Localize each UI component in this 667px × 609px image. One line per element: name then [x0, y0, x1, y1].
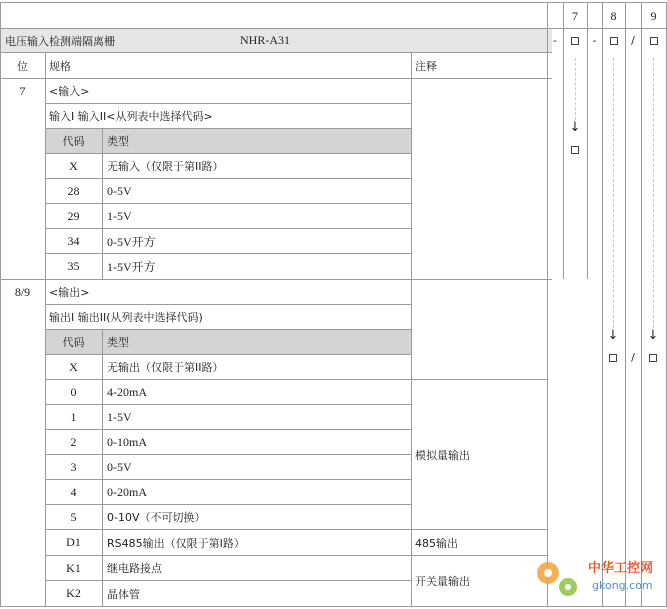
input-row-type: 1-5V	[107, 208, 132, 223]
input-row-type: 0-5V开方	[107, 234, 156, 249]
output-row-type: 4-20mA	[107, 384, 147, 399]
code-slot-dash-1: -	[553, 34, 557, 47]
code-slot-9-box-icon	[650, 37, 658, 45]
note-analog-output: 模拟量输出	[415, 448, 470, 462]
input-row-code: 29	[67, 208, 80, 223]
output-row-type: 0-20mA	[107, 484, 147, 499]
output-row-code: X	[69, 359, 78, 374]
pos9-select-box-icon	[645, 353, 661, 365]
pos8-select-box-icon	[605, 353, 621, 365]
watermark-logo	[528, 553, 664, 605]
code-slot-dash-2: -	[592, 34, 597, 47]
output-row-code: K1	[66, 560, 81, 575]
output-row-type: 晶体管	[107, 587, 140, 601]
output-row-code: D1	[66, 535, 81, 549]
output-type-header: 类型	[107, 336, 129, 349]
output-row-type: 继电路接点	[107, 562, 162, 575]
output-row-code: 0	[70, 384, 77, 399]
input-row-code: 34	[67, 233, 80, 248]
pos7-select-box-icon	[567, 145, 583, 157]
input-row-code: 28	[67, 183, 80, 198]
pos8-arrow-icon: ↓	[607, 328, 619, 343]
gear-icon	[528, 553, 588, 605]
column-header-spec: 规格	[49, 59, 71, 73]
product-name: 电压输入检测端隔离栅	[5, 34, 115, 48]
code-slot-8	[602, 29, 625, 52]
input-row-code: 35	[67, 259, 80, 273]
output-row-type: 无输出（仅限于第II路）	[107, 361, 224, 374]
output-row-code: 2	[70, 434, 77, 449]
output-row-type: 0-5V	[107, 459, 132, 474]
output-row-type: 1-5V	[107, 409, 132, 424]
code-slot-7	[563, 29, 587, 52]
output-row-type: RS485输出（仅限于第I路）	[107, 536, 245, 550]
input-type-header: 类型	[107, 135, 129, 148]
column-header-position: 位	[17, 59, 28, 73]
output-position: 8/9	[14, 284, 31, 299]
note-switch-output: 开关量输出	[415, 575, 470, 588]
code-position-8: 8	[610, 8, 617, 23]
output-subtitle: 输出I 输出II(从列表中选择代码)	[49, 311, 203, 324]
input-title: <输入>	[49, 85, 90, 98]
code-slot-8-box-icon	[610, 37, 618, 45]
code-slot-9	[641, 29, 666, 52]
input-code-header: 代码	[62, 135, 85, 148]
column-header-note: 注释	[415, 59, 437, 73]
pos8-9-slash: /	[631, 351, 635, 364]
input-subtitle: 输入I 输入II<从列表中选择代码>	[49, 110, 213, 123]
output-row-type: 0-10mA	[107, 434, 147, 449]
output-row-code: K2	[66, 586, 81, 600]
input-position: 7	[19, 83, 26, 98]
code-position-7: 7	[572, 8, 578, 23]
input-row-type: 0-5V	[107, 183, 132, 198]
code-slot-7-box-icon	[571, 37, 579, 45]
output-code-header: 代码	[62, 336, 85, 349]
watermark-cn: 中华工控网	[588, 561, 654, 576]
pos7-arrow-icon: ↓	[569, 120, 581, 135]
product-model: NHR-A31	[240, 33, 290, 47]
output-row-code: 3	[70, 459, 77, 474]
output-title: <输出>	[49, 286, 90, 299]
input-row-type: 1-5V开方	[107, 260, 156, 274]
input-row-type: 无输入（仅限于第II路）	[107, 160, 224, 173]
output-row-code: 4	[70, 484, 77, 499]
output-row-code: 5	[70, 509, 77, 524]
pos9-arrow-icon: ↓	[647, 328, 659, 343]
output-row-type: 0-10V（不可切换）	[107, 511, 206, 524]
watermark-url: gkong.com	[592, 579, 653, 592]
code-slot-slash: /	[631, 34, 635, 47]
note-rs485-output: 485输出	[415, 536, 458, 550]
output-row-code: 1	[70, 409, 77, 424]
code-position-9: 9	[650, 8, 657, 23]
input-row-code: X	[69, 158, 78, 173]
